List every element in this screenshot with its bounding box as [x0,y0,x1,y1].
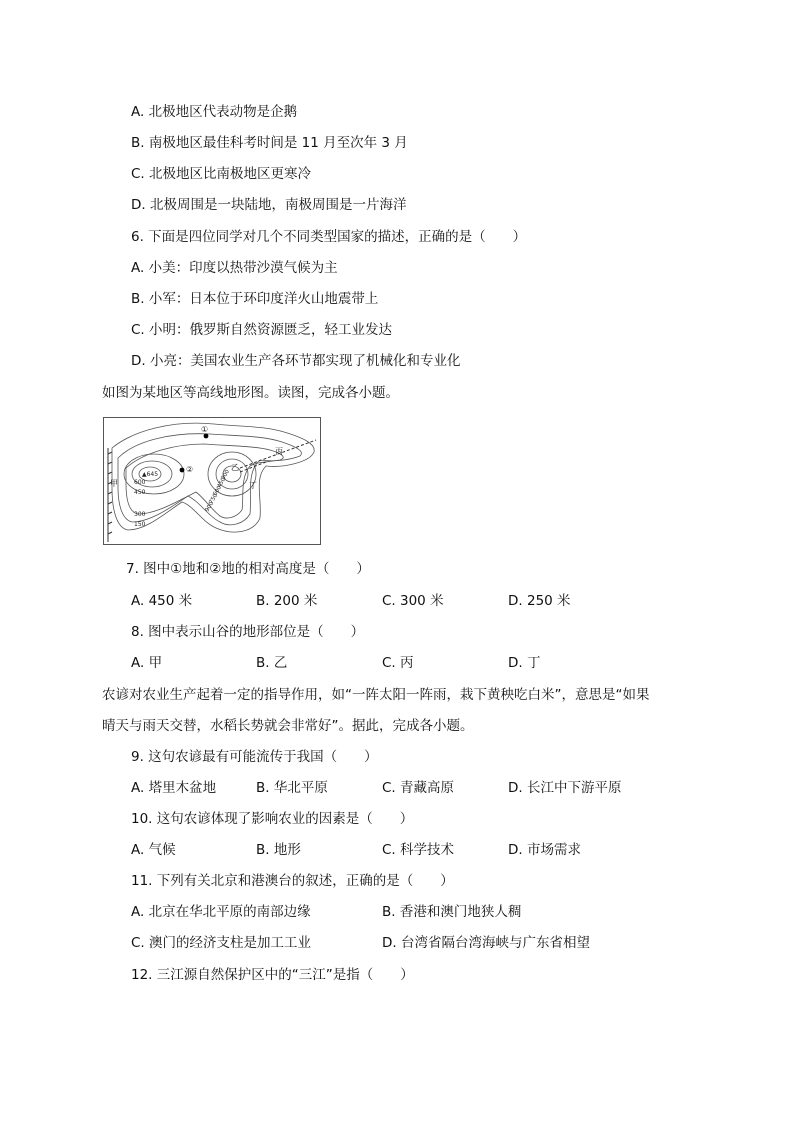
yi-label: 乙 [231,463,239,472]
q7-option-d: D. 250 米 [508,593,571,609]
q9-option-a: A. 塔里木盆地 [131,780,217,796]
right-contour-label-4: 750 [208,492,219,505]
q5-option-d: D. 北极周围是一块陆地，南极周围是一片海洋 [131,197,407,213]
q8-option-d: D. 丁 [508,655,541,671]
q11-option-d: D. 台湾省隔台湾海峡与广东省相望 [382,935,590,951]
contour-600-label: 600 [134,479,146,486]
q10-option-c: C. 科学技术 [382,842,455,858]
point-2-dot [180,468,185,473]
point-2-label: ② [186,465,194,474]
q12-stem: 12. 三江源自然保护区中的“三江”是指（ ） [131,967,414,983]
q9-stem: 9. 这句农谚最有可能流传于我国（ ） [131,749,378,765]
contour-300-label: 300 [134,511,146,518]
q6-option-b: B. 小军：日本位于环印度洋火山地震带上 [131,291,379,307]
q7-stem: 7. 图中①地和②地的相对高度是（ ） [126,561,370,577]
contour-map-figure [103,417,321,545]
q9-option-c: C. 青藏高原 [382,780,455,796]
q8-option-c: C. 丙 [382,655,414,671]
q6-option-c: C. 小明：俄罗斯自然资源匮乏，轻工业发达 [131,322,393,338]
q7-option-b: B. 200 米 [256,593,318,609]
proverb-intro-line-2: 晴天与雨天交替，水稻长势就会非常好”。据此，完成各小题。 [102,718,474,734]
right-contour-label-3: 600 [212,484,223,497]
dashed-lines [240,440,316,472]
peak-label: ▲645 [142,471,159,478]
q5-option-c: C. 北极地区比南极地区更寒冷 [131,166,312,182]
point-1-label: ① [201,425,209,434]
proverb-intro-line-1: 农谚对农业生产起着一定的指导作用，如“一阵太阳一阵雨，栽下黄秧吃白米”，意思是“如果 [102,687,650,703]
q7-option-c: C. 300 米 [382,593,444,609]
q6-option-d: D. 小亮：美国农业生产各环节都实现了机械化和专业化 [131,353,461,369]
bing-label: 丙 [275,447,283,456]
jia-label: 甲 [110,479,118,488]
q11-option-a: A. 北京在华北平原的南部边缘 [131,904,311,920]
cliff-line [108,448,112,542]
ding-label: 丁 [249,481,257,490]
q5-option-a: A. 北极地区代表动物是企鹅 [131,104,298,120]
q6-stem: 6. 下面是四位同学对几个不同类型国家的描述，正确的是（ ） [131,229,527,245]
point-1-dot [204,434,209,439]
q11-stem: 11. 下列有关北京和港澳台的叙述，正确的是（ ） [131,873,454,889]
contour-150-label: 150 [134,521,146,528]
q9-option-b: B. 华北平原 [256,780,328,796]
q5-option-b: B. 南极地区最佳科考时间是 11 月至次年 3 月 [131,135,408,151]
q10-option-a: A. 气候 [131,842,176,858]
q9-option-d: D. 长江中下游平原 [508,780,622,796]
q11-option-c: C. 澳门的经济支柱是加工工业 [131,935,312,951]
contour-450-label: 450 [134,489,146,496]
q6-option-a: A. 小美：印度以热带沙漠气候为主 [131,260,338,276]
q11-option-b: B. 香港和澳门地狭人稠 [382,904,522,920]
right-contour-label-1: 300 [220,468,231,481]
q8-option-b: B. 乙 [256,655,288,671]
q10-option-b: B. 地形 [256,842,301,858]
contour-map [104,418,320,544]
q10-stem: 10. 这句农谚体现了影响农业的因素是（ ） [131,811,414,827]
q8-option-a: A. 甲 [131,655,163,671]
q10-option-d: D. 市场需求 [508,842,581,858]
map-intro: 如图为某地区等高线地形图。读图，完成各小题。 [102,385,399,401]
q7-option-a: A. 450 米 [131,593,193,609]
right-contour-label-2: 450 [216,476,227,489]
right-contour-label-5: 900 [204,500,215,513]
q8-stem: 8. 图中表示山谷的地形部位是（ ） [131,624,365,640]
